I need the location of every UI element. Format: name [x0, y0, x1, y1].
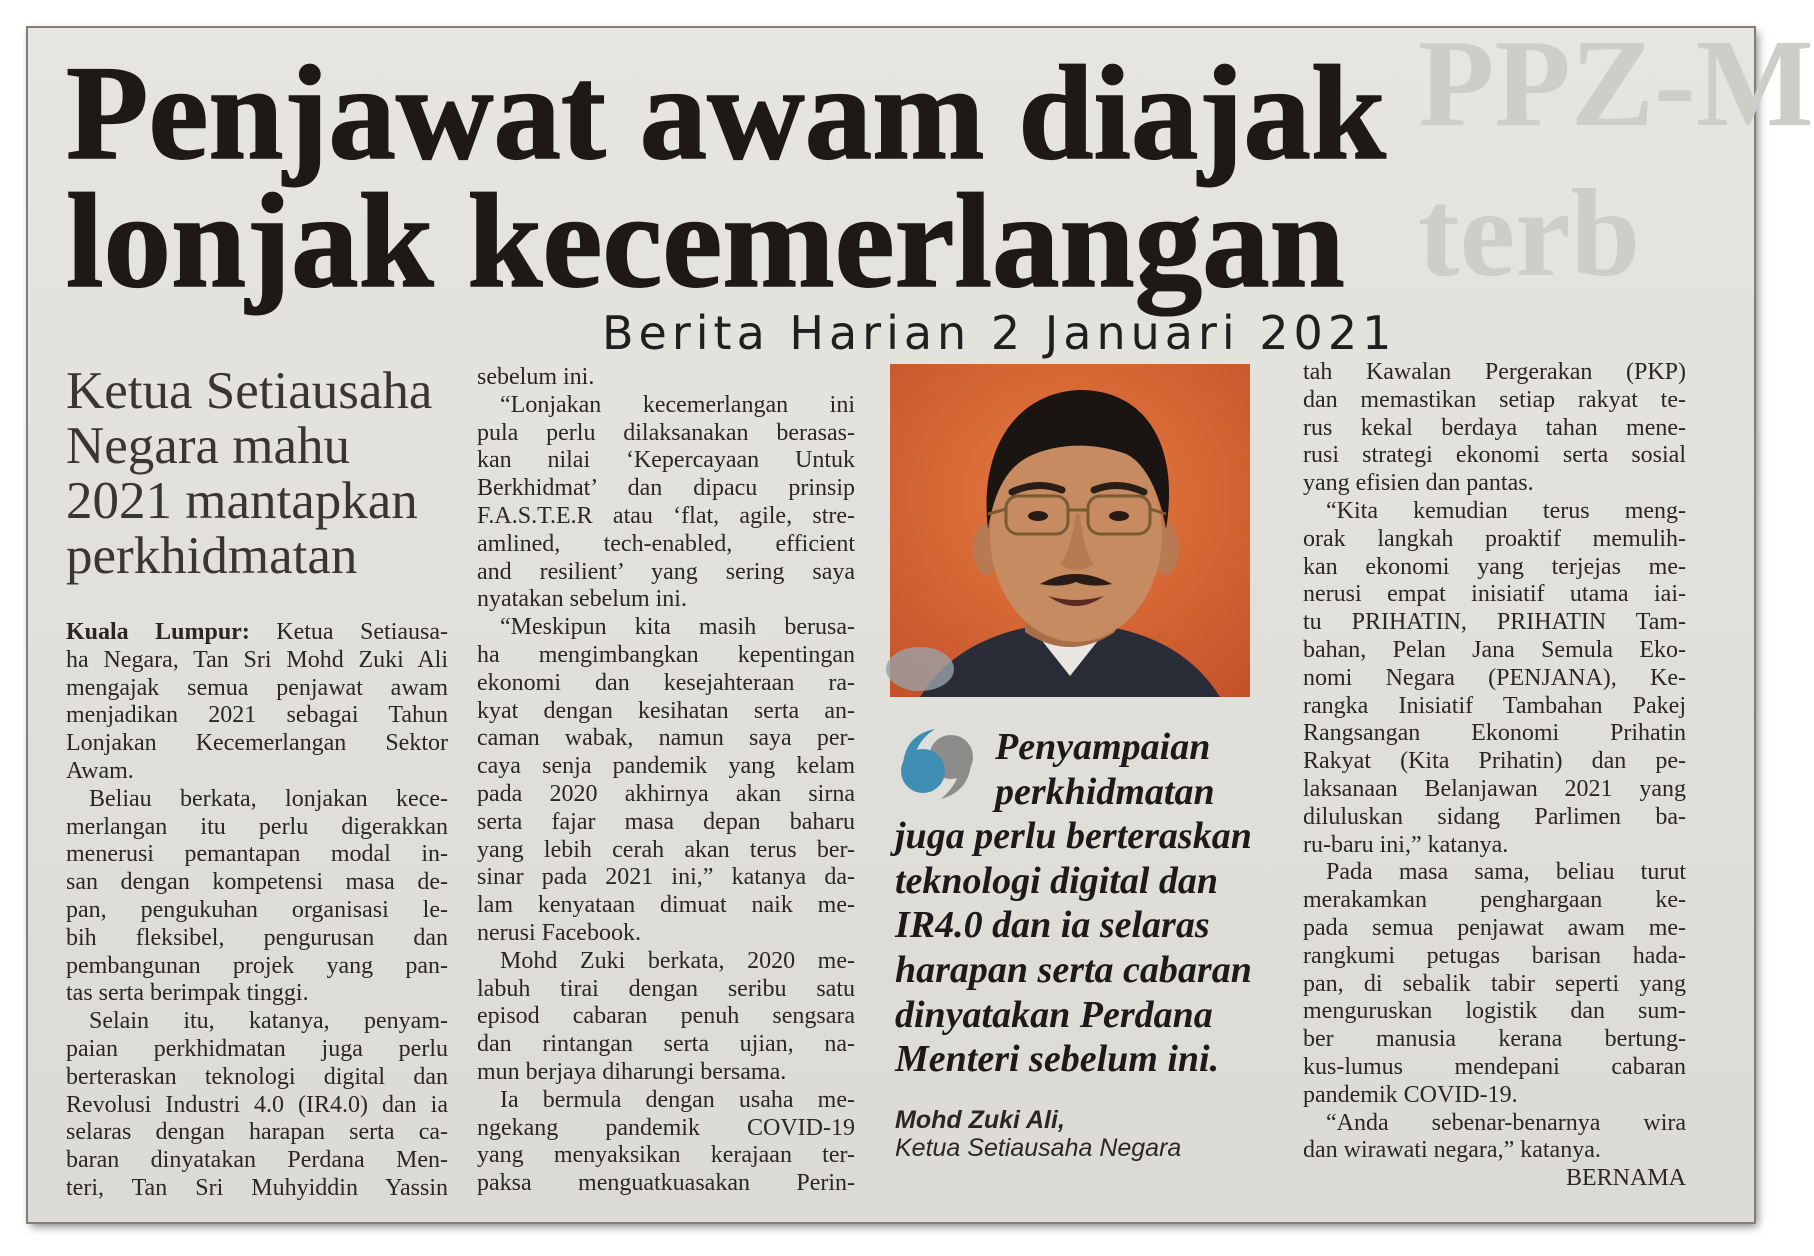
body-line: Ia bermula dengan usaha me- [500, 1086, 855, 1113]
body-line: nomi Negara (PENJANA), Ke- [1303, 664, 1686, 691]
body-line: diluluskan sidang Parlimen ba- [1303, 803, 1686, 830]
body-line: kan nilai ‘Kepercayaan Untuk [477, 447, 855, 474]
body-line: Awam. [66, 757, 134, 784]
paragraph [477, 364, 855, 392]
body-line: teri, Tan Sri Muhyiddin Yassin [66, 1174, 448, 1201]
body-line: Selain itu, katanya, penyam- [89, 1008, 448, 1035]
body-line: rangkumi petugas barisan hada- [1303, 942, 1686, 969]
pull-quote [895, 725, 1275, 1082]
body-line: kus-lumus mendepani cabaran [1303, 1053, 1686, 1080]
body-line: yang efisien dan pantas. [1303, 470, 1534, 497]
paragraph [477, 392, 855, 614]
subheadline-line: Ketua Setiausaha [66, 362, 433, 420]
body-line: paksa menguatkuasakan Perin- [477, 1170, 855, 1197]
subheadline-line: perkhidmatan [66, 527, 358, 585]
body-line: merakamkan penghargaan ke- [1303, 887, 1686, 914]
body-line: Revolusi Industri 4.0 (IR4.0) dan ia [66, 1091, 448, 1118]
body-line: rusi strategi ekonomi serta sosial [1303, 442, 1686, 469]
body-line: dan memastikan setiap rakyat te- [1303, 386, 1686, 413]
article-column-1 [66, 619, 448, 1203]
body-line: berteraskan teknologi digital dan [66, 1063, 448, 1090]
body-line: menjadikan 2021 sebagai Tahun [66, 702, 448, 729]
body-line: san dengan kompetensi masa de- [66, 869, 448, 896]
pull-quote-line: teknologi digital dan [895, 859, 1219, 902]
pull-quote-line: juga perlu berteraskan [895, 815, 1252, 858]
headline-line-1: Penjawat awam diajak [66, 39, 1386, 188]
body-line: lam kenyataan dimuat naik me- [477, 892, 855, 919]
adjacent-headline-line-2: terb [1418, 165, 1641, 303]
news-agency-credit: BERNAMA [1565, 1165, 1686, 1192]
body-line: bih fleksibel, pengurusan dan [66, 924, 448, 951]
body-line: nerusi empat inisiatif utama iai- [1303, 581, 1686, 608]
body-line: ru-baru ini,” katanya. [1303, 831, 1509, 858]
pull-quote-line: perkhidmatan [995, 770, 1215, 813]
adjacent-headline-line-1: PPZ-M [1418, 15, 1814, 153]
body-line: pan, di sebalik tabir seperti yang [1303, 970, 1686, 997]
body-line: menguruskan logistik dan sum- [1303, 998, 1686, 1025]
body-line: ber manusia kerana bertung- [1303, 1026, 1686, 1053]
body-line: pula perlu dilaksanakan berasas- [477, 419, 855, 446]
adjacent-article-headline [1418, 9, 1814, 309]
body-line: tu PRIHATIN, PRIHATIN Tam- [1303, 609, 1686, 636]
paragraph [1303, 1110, 1686, 1166]
body-line: Berkhidmat’ dan dipacu prinsip [477, 475, 855, 502]
body-line: amlined, tech-enabled, efficient [477, 530, 855, 557]
quote-author-title: Ketua Setiausaha Negara [895, 1134, 1182, 1162]
body-line: yang menyaksikan kerajaan ter- [477, 1142, 855, 1169]
body-line: dan rintangan serta ujian, na- [477, 1031, 855, 1058]
body-line: pandemik COVID-19. [1303, 1081, 1518, 1108]
paragraph [66, 619, 448, 786]
body-line: “Meskipun kita masih berusa- [500, 614, 855, 641]
body-line: nerusi Facebook. [477, 919, 641, 946]
body-line: rangka Inisiatif Tambahan Pakej [1303, 692, 1686, 719]
body-line: Rakyat (Kita Prihatin) dan pe- [1303, 748, 1686, 775]
paragraph [477, 1087, 855, 1198]
body-line: paian perkhidmatan juga perlu [66, 1035, 448, 1062]
body-line: Rangsangan Ekonomi Prihatin [1303, 720, 1686, 747]
body-line: Beliau berkata, lonjakan kece- [89, 785, 448, 812]
body-line: ha mengimbangkan kepentingan [477, 641, 855, 668]
paragraph [66, 1008, 448, 1203]
body-line: tas serta berimpak tinggi. [66, 980, 309, 1007]
body-line: serta fajar masa depan baharu [477, 808, 855, 835]
body-line: kyat dengan kesihatan serta an- [477, 697, 855, 724]
body-line: pada semua penjawat awam me- [1303, 914, 1686, 941]
body-line: nyatakan sebelum ini. [477, 586, 687, 613]
body-line: “Kita kemudian terus meng- [1326, 497, 1686, 524]
body-line: episod cabaran penuh sengsara [477, 1003, 855, 1030]
body-line: selaras dengan harapan serta ca- [66, 1119, 448, 1146]
body-line [66, 619, 448, 647]
paragraph [1303, 359, 1686, 498]
paragraph [1303, 498, 1686, 859]
newspaper-clipping [28, 15, 1814, 1222]
body-line-text: Ketua Setiausa- [276, 619, 449, 645]
body-line: “Lonjakan kecemerlangan ini [500, 391, 855, 418]
body-line: dan wirawati negara,” katanya. [1303, 1137, 1601, 1164]
pull-quote-line: Menteri sebelum ini. [895, 1038, 1220, 1081]
body-line: caman wabak, namun saya per- [477, 725, 855, 752]
body-line: rus kekal berdaya tahan mene- [1303, 414, 1686, 441]
body-line: baran dinyatakan Perdana Men- [66, 1147, 448, 1174]
body-line: ngekang pandemik COVID-19 [477, 1114, 855, 1141]
body-line: tah Kawalan Pergerakan (PKP) [1303, 359, 1686, 385]
body-line: orak langkah proaktif memulih- [1303, 525, 1686, 552]
paragraph [1303, 859, 1686, 1109]
paragraph [477, 614, 855, 948]
dateline: Kuala Lumpur: [66, 619, 250, 645]
article-column-2 [477, 364, 855, 1198]
paragraph [477, 948, 855, 1087]
body-line: sebelum ini. [477, 364, 595, 390]
subheadline [66, 364, 432, 584]
pull-quote-attribution [895, 1106, 1181, 1162]
body-line: caya senja pandemik yang kelam [477, 753, 855, 780]
subheadline-line: Negara mahu [66, 417, 350, 475]
body-line: “Anda sebenar-benarnya wira [1326, 1109, 1686, 1136]
body-line: Mohd Zuki berkata, 2020 me- [500, 947, 855, 974]
body-line: and resilient’ yang sering saya [477, 558, 855, 585]
body-line: pan, pengukuhan organisasi le- [66, 896, 448, 923]
portrait-photo [890, 364, 1250, 697]
body-line: pada 2020 akhirnya akan sirna [477, 780, 855, 807]
headline-line-2: lonjak kecemerlangan [66, 167, 1345, 316]
body-line: ha Negara, Tan Sri Mohd Zuki Ali [66, 646, 448, 673]
body-line: bahan, Pelan Jana Semula Eko- [1303, 636, 1686, 663]
body-line: F.A.S.T.E.R atau ‘flat, agile, stre- [477, 502, 855, 529]
body-line: kan ekonomi yang terjejas me- [1303, 553, 1686, 580]
quote-author: Mohd Zuki Ali, [895, 1106, 1065, 1134]
pull-quote-line: Penyampaian [995, 726, 1211, 768]
body-line: Lonjakan Kecemerlangan Sektor [66, 730, 448, 757]
body-line: menerusi pemantapan modal in- [66, 841, 448, 868]
body-line: sinar pada 2021 ini,” katanya da- [477, 864, 855, 891]
source-stamp: Berita Harian 2 Januari 2021 [602, 306, 1397, 360]
body-line: laksanaan Belanjawan 2021 yang [1303, 775, 1686, 802]
body-line: mengajak semua penjawat awam [66, 674, 448, 701]
headline [66, 39, 1386, 316]
pull-quote-line: dinyatakan Perdana [895, 993, 1213, 1036]
body-line: merlangan itu perlu digerakkan [66, 813, 448, 840]
pull-quote-line: IR4.0 dan ia selaras [895, 904, 1210, 947]
subheadline-line: 2021 mantapkan [66, 472, 418, 530]
body-line: Pada masa sama, beliau turut [1326, 859, 1686, 886]
paragraph [66, 786, 448, 1008]
body-line: yang lebih cerah akan terus ber- [477, 836, 855, 863]
body-line: labuh tirai dengan seribu satu [477, 975, 855, 1002]
article-column-4 [1303, 359, 1686, 1193]
pull-quote-line: harapan serta cabaran [895, 948, 1252, 991]
portrait-illustration [890, 364, 1250, 697]
body-line: mun berjaya diharungi bersama. [477, 1058, 787, 1085]
body-line: ekonomi dan kesejahteraan ra- [477, 669, 855, 696]
body-line: pembangunan projek yang pan- [66, 952, 448, 979]
